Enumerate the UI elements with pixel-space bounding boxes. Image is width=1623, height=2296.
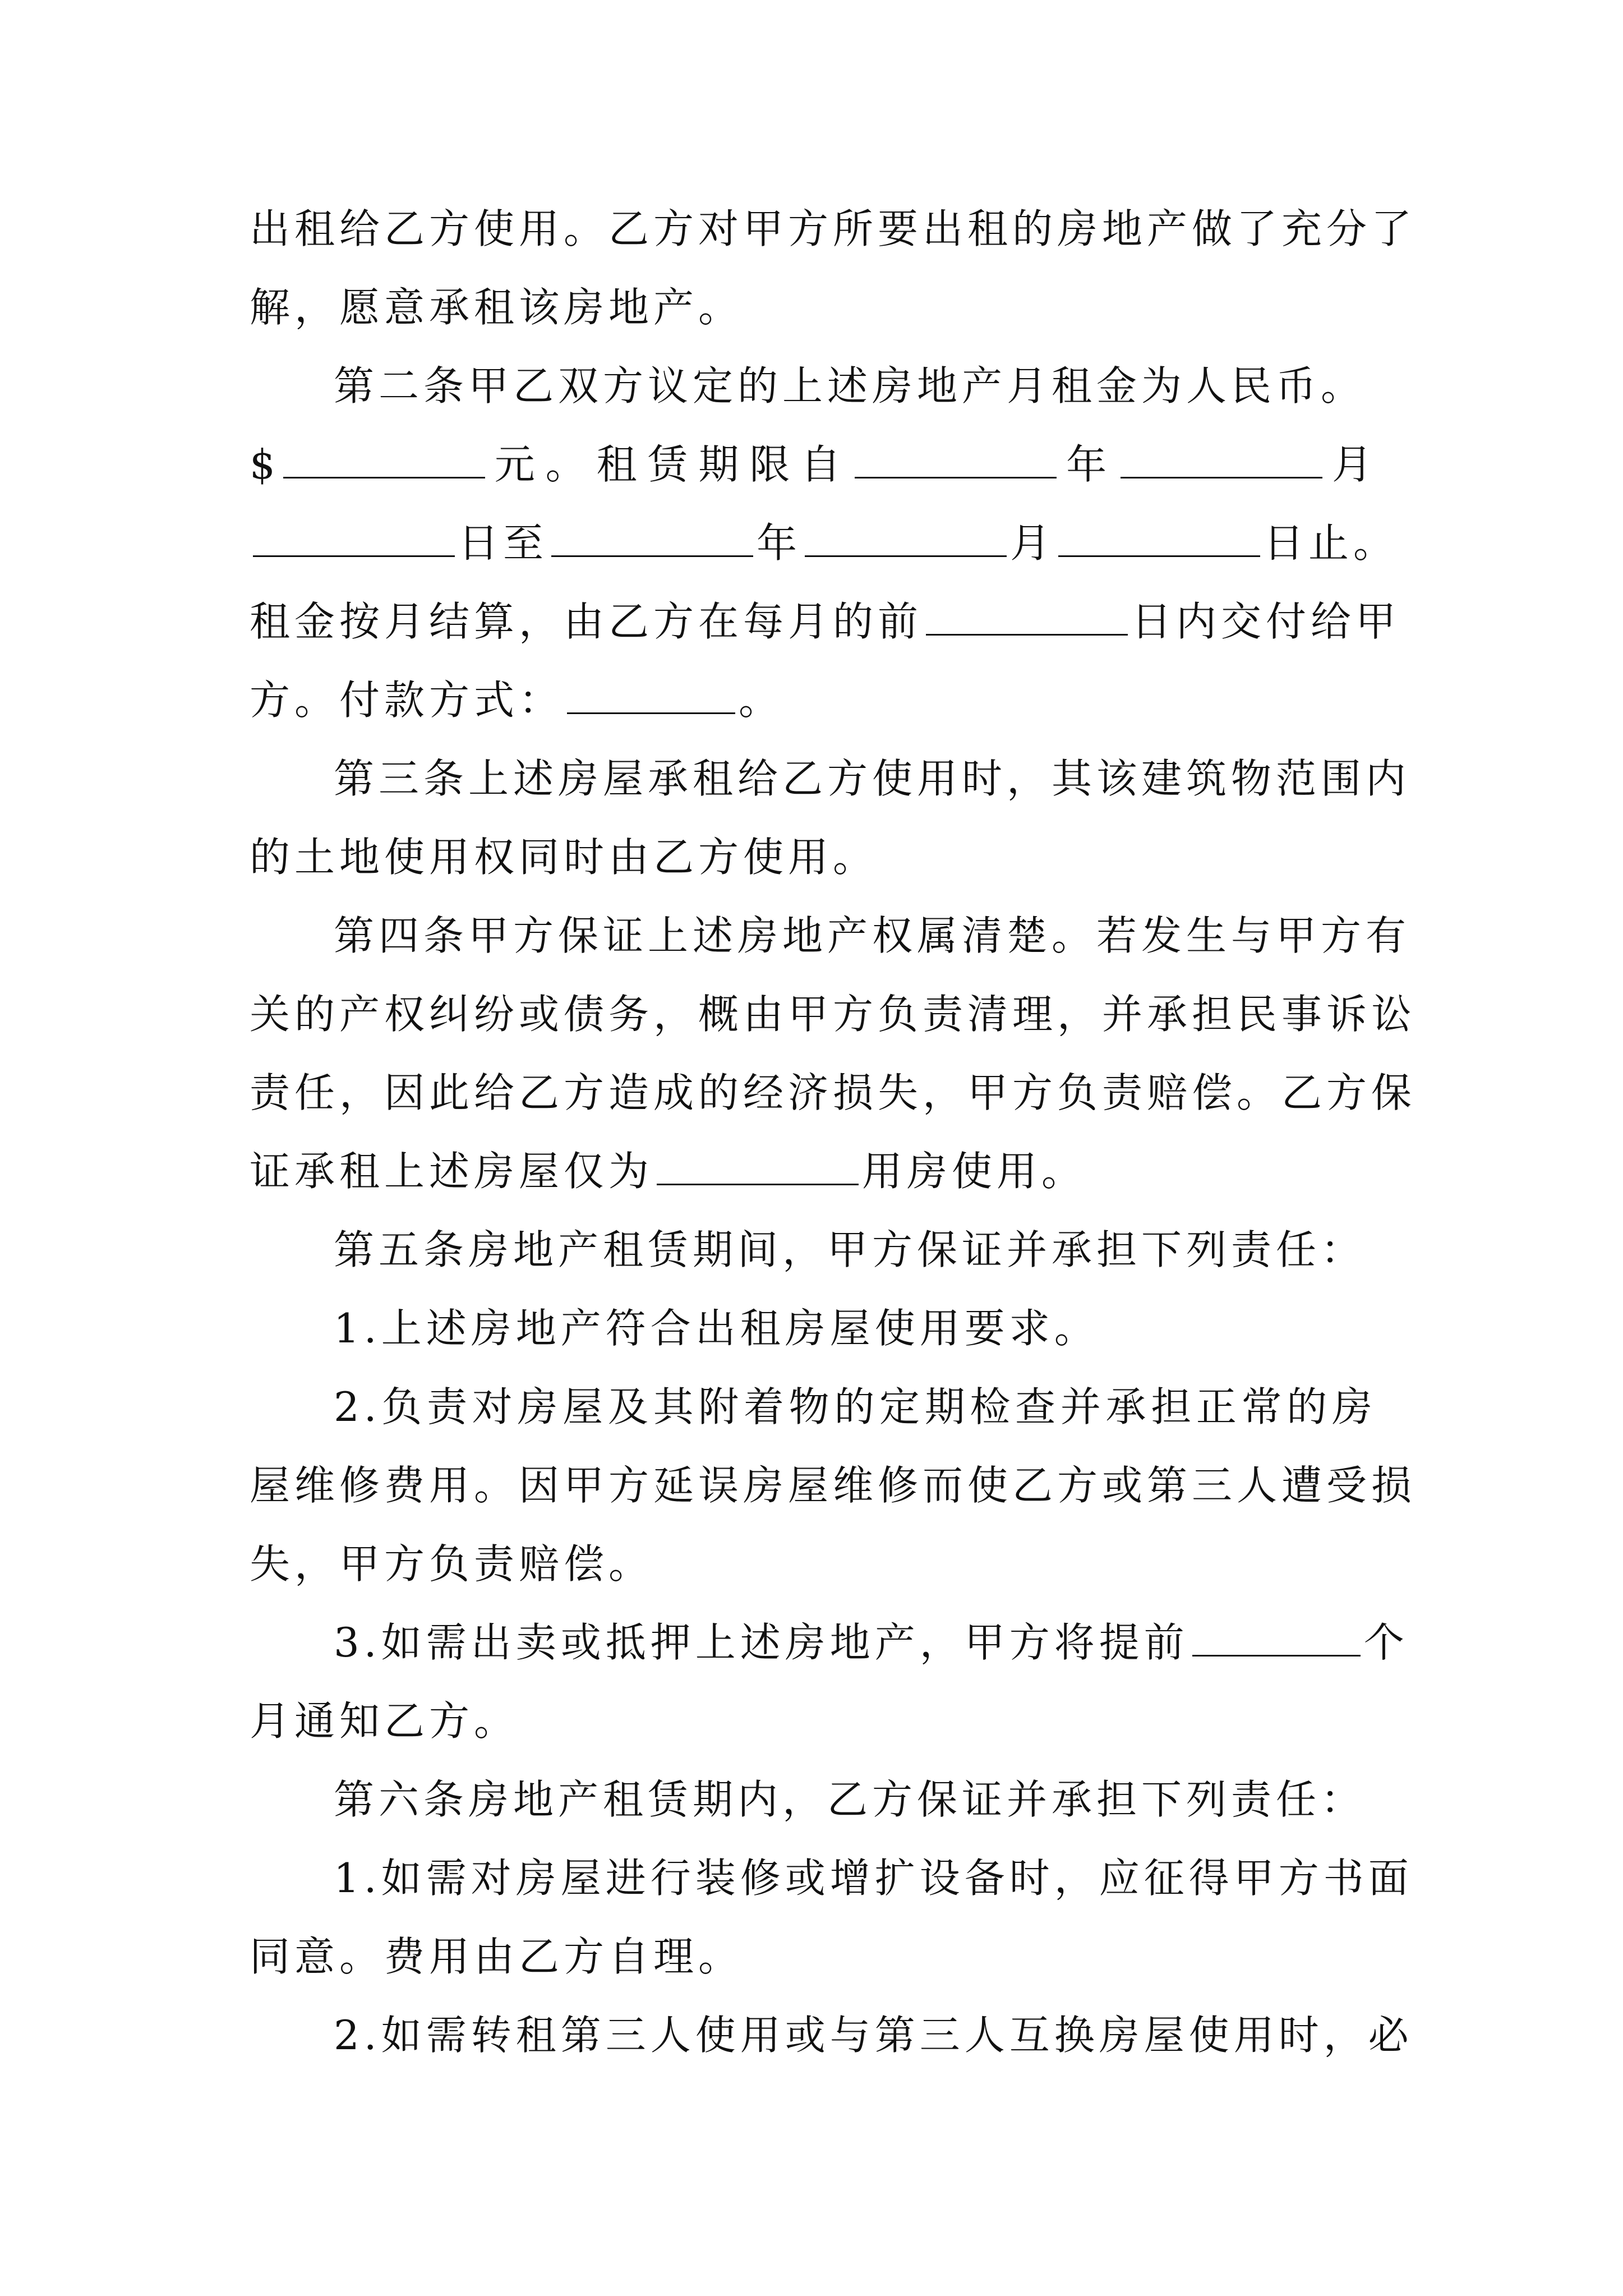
text-segment: 年 (757, 519, 802, 567)
text-line: 出租给乙方使用。乙方对甲方所要出租的房地产做了充分了 (250, 205, 1417, 252)
text-segment: 租金按月结算，由乙方在每月的前 (250, 598, 923, 645)
text-line: 失，甲方负责赔偿。 (250, 1540, 654, 1588)
lease-end-line (250, 519, 1399, 567)
list-item: 2.如需转租第三人使用或与第三人互换房屋使用时，必 (334, 2012, 1413, 2059)
payment-day-line (250, 597, 1401, 646)
article-4-heading: 第四条甲方保证上述房地产权属清楚。若发生与甲方有 (334, 912, 1411, 959)
contract-body (250, 205, 1417, 2090)
text-segment: 月 (1326, 441, 1377, 488)
rent-amount-blank (283, 441, 485, 478)
start-month-blank (1121, 441, 1322, 478)
text-line: 同意。费用由乙方自理。 (250, 1933, 744, 1980)
article-5-heading: 第五条房地产租赁期间，甲方保证并承担下列责任： (334, 1226, 1366, 1273)
list-item: 2.负责对房屋及其附着物的定期检查并承担正常的房 (334, 1383, 1377, 1430)
text-segment: 方。付款方式： (250, 677, 564, 724)
text-segment: 证承租上述房屋仅为 (250, 1148, 654, 1195)
text-segment: 日内交付给甲 (1131, 598, 1401, 645)
list-item: 1.如需对房屋进行装修或增扩设备时，应征得甲方书面 (334, 1855, 1413, 1902)
payment-method-line (250, 676, 1377, 724)
text-line: 责任，因此给乙方造成的经济损失，甲方负责赔偿。乙方保 (250, 1069, 1417, 1116)
text-line: 的土地使用权同时由乙方使用。 (250, 834, 878, 881)
usage-purpose-line (250, 1147, 1377, 1195)
text-line: 关的产权纠纷或债务，概由甲方负责清理，并承担民事诉讼 (250, 991, 1417, 1038)
text-segment: 日至 (458, 519, 548, 567)
text-segment: 。 (739, 677, 784, 724)
end-day-blank (1058, 519, 1260, 557)
text-segment: 月 (1010, 519, 1055, 567)
end-year-blank (551, 519, 753, 557)
start-day-blank (253, 519, 455, 557)
text-line: 月通知乙方。 (250, 1697, 519, 1745)
list-item: 1.上述房地产符合出租房屋使用要求。 (334, 1305, 1099, 1352)
text-line: 解，愿意承租该房地产。 (250, 284, 744, 331)
notice-months-line (250, 1618, 1409, 1667)
start-year-blank (855, 441, 1057, 478)
rent-amount-line (250, 440, 1377, 489)
end-month-blank (805, 519, 1007, 557)
article-6-heading: 第六条房地产租赁期内，乙方保证并承担下列责任： (334, 1776, 1366, 1823)
text-segment: 年 (1060, 441, 1118, 488)
payment-day-blank (926, 598, 1128, 636)
text-line: 屋维修费用。因甲方延误房屋维修而使乙方或第三人遭受损 (250, 1462, 1417, 1509)
text-segment: 个 (1363, 1619, 1409, 1666)
dollar-sign: $ (250, 441, 280, 488)
text-segment: 3.如需出卖或抵押上述房地产，甲方将提前 (334, 1619, 1189, 1666)
text-segment: 日止。 (1264, 519, 1399, 567)
usage-purpose-blank (657, 1148, 859, 1185)
payment-method-blank (567, 677, 735, 714)
text-segment: 用房使用。 (862, 1148, 1087, 1195)
article-2-heading: 第二条甲乙双方议定的上述房地产月租金为人民币。 (334, 362, 1366, 409)
text-segment: 元。租赁期限自 (488, 441, 852, 488)
article-3-heading: 第三条上述房屋承租给乙方使用时，其该建筑物范围内 (334, 755, 1411, 802)
notice-months-blank (1192, 1619, 1361, 1657)
